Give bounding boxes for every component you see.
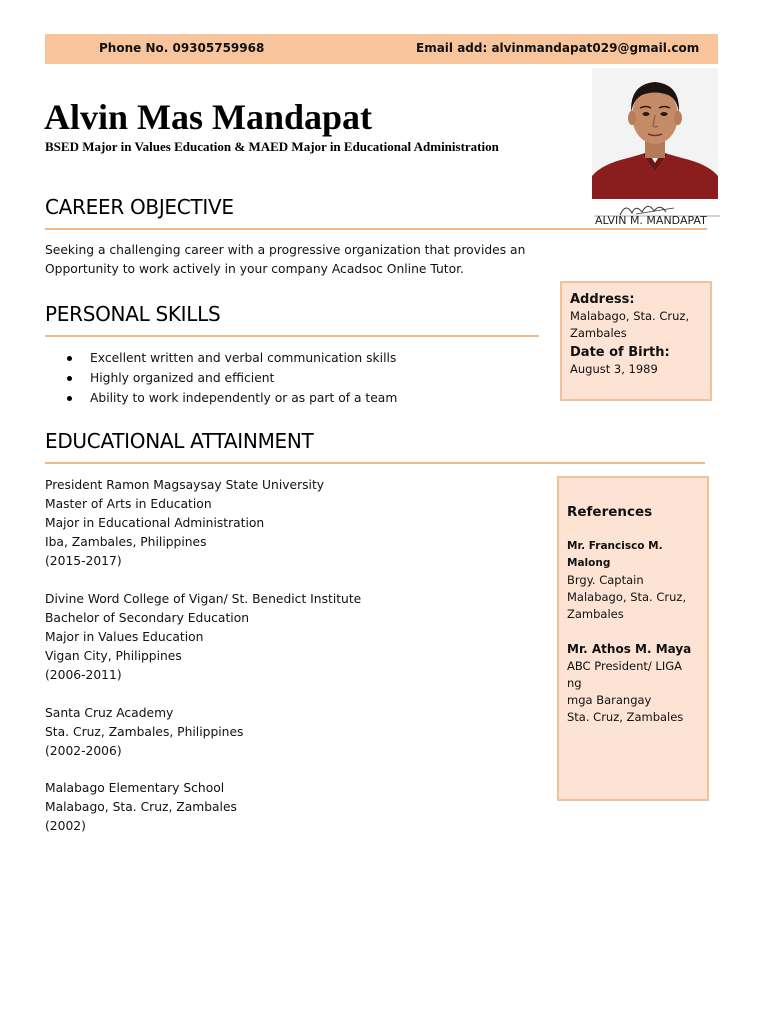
- bullet-icon: [67, 396, 72, 401]
- profile-photo: [592, 68, 718, 199]
- address-line: Zambales: [570, 326, 627, 340]
- career-objective-line: Seeking a challenging career with a progressive organization that provides an: [45, 243, 526, 257]
- reference-name: Mr. Athos M. Maya: [567, 642, 692, 656]
- school-name: Divine Word College of Vigan/ St. Benedict Institute: [45, 592, 362, 606]
- contact-bar: [45, 34, 718, 64]
- education-detail: Major in Values Education: [45, 630, 204, 644]
- address-line: Malabago, Sta. Cruz,: [570, 309, 690, 323]
- education-entry: [45, 704, 243, 761]
- education-years: (2002): [45, 819, 86, 833]
- bullet-icon: [67, 376, 72, 381]
- degree-line: BSED Major in Values Education & MAED Major in Educational Administration: [45, 139, 499, 154]
- skill-text: Excellent written and verbal communication skills: [90, 351, 397, 365]
- education-detail: Bachelor of Secondary Education: [45, 611, 250, 625]
- education-entry: [45, 779, 237, 836]
- education-years: (2002-2006): [45, 744, 122, 758]
- signature-image: [592, 198, 720, 228]
- list-item: [45, 368, 397, 388]
- career-objective-text: [45, 241, 525, 279]
- skills-list: [45, 348, 397, 408]
- education-detail: Sta. Cruz, Zambales, Philippines: [45, 725, 244, 739]
- career-objective-rule: [45, 228, 707, 230]
- education-detail: Major in Educational Administration: [45, 516, 265, 530]
- personal-skills-rule: [45, 335, 539, 337]
- education-rule: [45, 462, 705, 464]
- education-entry: [45, 476, 324, 571]
- education-entry: [45, 590, 361, 685]
- signature: [592, 198, 720, 228]
- school-name: Santa Cruz Academy: [45, 706, 174, 720]
- personal-skills-title: PERSONAL SKILLS: [45, 302, 221, 326]
- candidate-name: Alvin Mas Mandapat: [44, 97, 373, 137]
- references-title: References: [567, 504, 653, 520]
- skill-text: Ability to work independently or as part of a team: [90, 391, 398, 405]
- list-item: [45, 348, 397, 368]
- school-name: Malabago Elementary School: [45, 781, 225, 795]
- profile-photo-image: [592, 68, 718, 199]
- reference-spacer: [567, 623, 699, 641]
- skill-text: Highly organized and efficient: [90, 371, 275, 385]
- signature-name: ALVIN M. MANDAPAT: [595, 214, 707, 227]
- reference-detail: Sta. Cruz, Zambales: [567, 710, 684, 724]
- dob-value: August 3, 1989: [570, 362, 658, 376]
- phone-number: Phone No. 09305759968: [99, 41, 265, 55]
- email-address: Email add: alvinmandapat029@gmail.com: [416, 41, 700, 55]
- dob-label: Date of Birth:: [570, 345, 670, 360]
- address-label: Address:: [570, 292, 635, 307]
- references-box: [557, 476, 709, 801]
- school-name: President Ramon Magsaysay State University: [45, 478, 325, 492]
- reference-detail: Malabago, Sta. Cruz,: [567, 590, 687, 604]
- education-years: (2006-2011): [45, 668, 122, 682]
- education-years: (2015-2017): [45, 554, 122, 568]
- education-detail: Malabago, Sta. Cruz, Zambales: [45, 800, 237, 814]
- career-objective-line: Opportunity to work actively in your company Acadsoc Online Tutor.: [45, 262, 464, 276]
- bullet-icon: [67, 356, 72, 361]
- reference-detail: mga Barangay: [567, 693, 652, 707]
- career-objective-title: CAREER OBJECTIVE: [45, 195, 234, 219]
- list-item: [45, 388, 397, 408]
- education-detail: Vigan City, Philippines: [45, 649, 182, 663]
- reference-detail: ABC President/ LIGA ng: [567, 659, 682, 690]
- education-detail: Iba, Zambales, Philippines: [45, 535, 207, 549]
- personal-info-box: [560, 281, 712, 401]
- reference-detail: Zambales: [567, 607, 624, 621]
- reference-detail: Brgy. Captain: [567, 573, 644, 587]
- address-value: [570, 308, 702, 342]
- reference-name: Mr. Francisco M. Malong: [567, 540, 663, 569]
- education-title: EDUCATIONAL ATTAINMENT: [45, 429, 314, 453]
- education-detail: Master of Arts in Education: [45, 497, 212, 511]
